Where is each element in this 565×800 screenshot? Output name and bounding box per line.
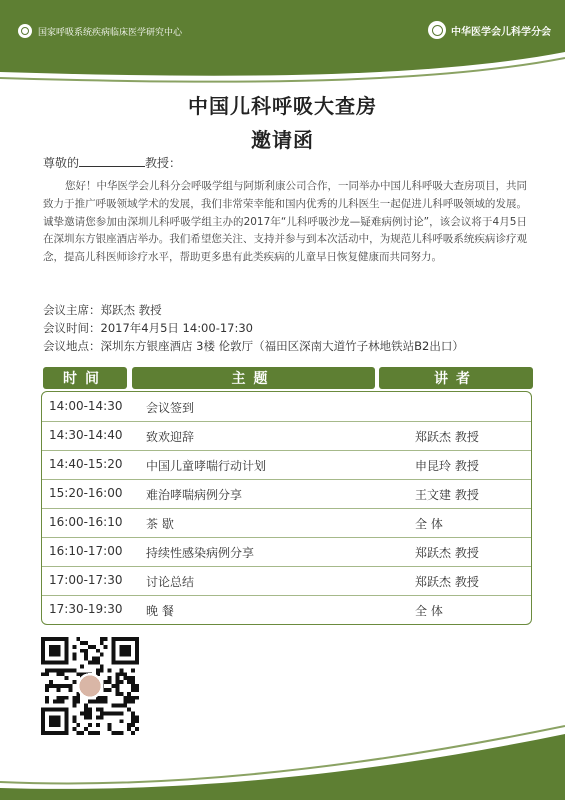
row-speaker: 全 体	[415, 517, 443, 531]
row-topic: 会议签到	[146, 401, 195, 415]
left-org-name: 国家呼吸系统疾病临床医学研究中心	[38, 27, 183, 38]
table-row	[42, 392, 531, 422]
header-band	[0, 0, 565, 90]
salutation-suffix: 教授：	[145, 156, 182, 170]
org-logo-icon	[18, 24, 32, 38]
row-topic: 茶 歇	[146, 517, 174, 531]
table-row	[42, 595, 531, 624]
row-time: 14:30-14:40	[49, 428, 123, 442]
row-speaker: 申昆玲 教授	[415, 459, 479, 473]
society-logo-icon	[428, 21, 446, 39]
row-time: 17:30-19:30	[49, 602, 123, 616]
meeting-location: 会议地点：深圳东方银座酒店 3楼 伦敦厅（福田区深南大道竹子林地铁站B2出口）	[43, 339, 464, 353]
row-speaker: 郑跃杰 教授	[415, 430, 479, 444]
header-left-org	[18, 24, 182, 38]
row-speaker: 全 体	[415, 604, 443, 618]
table-row	[42, 566, 531, 596]
right-org-name: 中华医学会儿科学分会	[451, 26, 551, 38]
table-header-topic: 主题	[132, 367, 375, 389]
schedule-table	[41, 391, 532, 625]
row-time: 17:00-17:30	[49, 573, 123, 587]
table-row	[42, 537, 531, 567]
row-time: 16:10-17:00	[49, 544, 123, 558]
row-speaker: 郑跃杰 教授	[415, 546, 479, 560]
row-topic: 中国儿童哮喘行动计划	[146, 459, 267, 473]
table-row	[42, 421, 531, 451]
name-blank	[79, 154, 145, 167]
table-row	[42, 450, 531, 480]
table-header-speaker: 讲者	[379, 367, 533, 389]
row-time: 15:20-16:00	[49, 486, 123, 500]
salutation-prefix: 尊敬的	[43, 156, 80, 170]
invitation-body: 您好！中华医学会儿科分会呼吸学组与阿斯利康公司合作，一同举办中国儿科呼吸大查房项目，共同致力于推广呼吸领域学术的发展，我们非常荣幸能和国内优秀的儿科医生一起促进儿科呼吸领域的发展。诚挚邀请您参加由深圳儿科呼吸学组主办的2017年“儿科呼吸沙龙—疑难病例讨论”，该会议将于4月5日在深圳东方银座酒店举办。我们希望您关注、支持并参与到本次活动中，为规范儿科呼吸系统疾病诊疗观念，提高儿科医师诊疗水平，帮助更多患有此类疾病的儿童早日恢复健康而共同努力。	[43, 180, 527, 264]
page-subtitle: 邀请函	[251, 128, 314, 152]
meeting-time: 会议时间：2017年4月5日 14:00-17:30	[43, 321, 253, 335]
table-row	[42, 479, 531, 509]
table-header-time: 时间	[43, 367, 127, 389]
row-topic: 致欢迎辞	[146, 430, 195, 444]
row-speaker: 郑跃杰 教授	[415, 575, 479, 589]
table-row	[42, 508, 531, 538]
salutation	[43, 154, 181, 171]
row-topic: 持续性感染病例分享	[146, 546, 255, 560]
qr-code[interactable]	[41, 637, 139, 735]
row-speaker: 王文建 教授	[415, 488, 479, 502]
row-time: 16:00-16:10	[49, 515, 123, 529]
row-time: 14:40-15:20	[49, 457, 123, 471]
row-topic: 讨论总结	[146, 575, 195, 589]
meeting-chair: 会议主席：郑跃杰 教授	[43, 303, 162, 317]
page-title: 中国儿科呼吸大查房	[188, 94, 377, 118]
row-time: 14:00-14:30	[49, 399, 123, 413]
row-topic: 难治哮喘病例分享	[146, 488, 243, 502]
header-right-org	[428, 21, 551, 39]
row-topic: 晚 餐	[146, 604, 174, 618]
